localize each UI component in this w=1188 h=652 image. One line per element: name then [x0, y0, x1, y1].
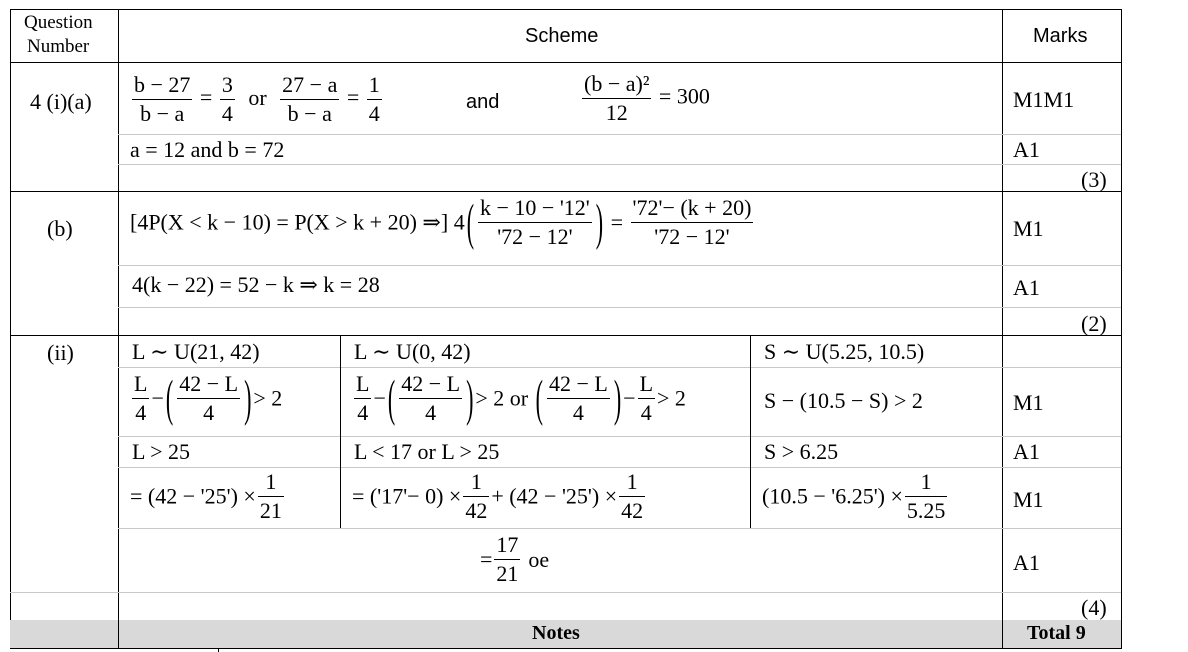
subtotal-4ia: (3): [1081, 167, 1107, 192]
row-divider: [118, 528, 1121, 529]
eq2-equals: =: [346, 84, 360, 110]
b-coeff: 4: [453, 209, 465, 235]
mark-ii-4: A1: [1013, 550, 1040, 575]
footer-divider: [118, 620, 119, 649]
line-b-1: [4P(X < k − 10) = P(X > k + 20) ⇒] 4( $\frac{k - 10 - '12'}{'72 - 12'}$ ) = $\frac{'72'- (k + 20)}{'72 - 12'}$: [130, 192, 752, 251]
eq1-denominator: b − a: [140, 101, 185, 127]
minus: −: [373, 385, 386, 411]
row-divider: [118, 467, 1121, 468]
header-question: Question: [24, 12, 93, 33]
equals: =: [480, 546, 493, 572]
ii-col-head-1: L ∼ U(21, 42): [132, 339, 260, 364]
row-divider: [118, 436, 1121, 437]
ineq-tail: > 2: [657, 385, 686, 411]
frac-num: 1: [258, 470, 284, 497]
b-bracket-expr: [4P(X < k − 10) = P(X > k + 20) ⇒]: [130, 209, 449, 235]
or-text: or: [248, 84, 267, 110]
ii-row1-c2: $\frac{L}{4}$ −( $\frac{42 - L}{4}$ )> 2 or ( $\frac{42 - L}{4}$ )− $\frac{L}{4}$ > 2: [356, 368, 686, 427]
eq3-rhs: = 300: [658, 83, 710, 109]
mark-b-1: M1: [1013, 216, 1044, 241]
ii-row1-c1: $\frac{L}{4}$ −( $\frac{42 - L}{4}$ )> 2: [134, 368, 283, 427]
ii-row4-result: [480, 533, 549, 586]
frac-num: 17: [494, 533, 520, 560]
eq1-rhs-num: 3: [220, 73, 235, 100]
b-frac-den: '72 − 12': [497, 224, 573, 250]
b-frac-num: k − 10 − '12': [478, 196, 592, 223]
expr-pre: = ('17'− 0) ×: [352, 483, 462, 509]
frac-den: 42: [621, 498, 644, 524]
line-a-result: a = 12 and b = 72: [130, 137, 285, 162]
row-divider: [118, 164, 1121, 165]
frac-num: L: [354, 372, 371, 399]
eq3-numerator: (b − a)²: [582, 72, 651, 99]
frac-den: 42: [465, 498, 488, 524]
ii-row3-c2: [352, 470, 647, 523]
frac-den: 4: [357, 400, 369, 426]
ii-row2-c3: S > 6.25: [764, 439, 839, 464]
frac-num: 1: [905, 470, 948, 497]
eq2-numerator: 27 − a: [280, 73, 339, 100]
subtotal-b: (2): [1081, 311, 1107, 336]
frac-num: 1: [463, 470, 489, 497]
frac-den: 4: [572, 400, 584, 426]
frac-den: 4: [425, 400, 437, 426]
qnum-b: (b): [47, 216, 73, 241]
marks-divider: [1002, 9, 1003, 649]
b-rhs-den: '72 − 12': [654, 224, 730, 250]
ineq-tail: > 2: [253, 385, 283, 411]
frac-den: 21: [496, 561, 519, 587]
frac-den: 21: [259, 498, 282, 524]
col-divider-1: [340, 336, 341, 528]
frac-num: L: [638, 372, 655, 399]
subtotal-ii: (4): [1081, 595, 1107, 620]
b-equals: =: [610, 209, 624, 235]
ii-row1-c3: S − (10.5 − S) > 2: [764, 388, 923, 413]
equation-1: [130, 73, 384, 126]
frac-den: 4: [640, 400, 652, 426]
ii-row2-c1: L > 25: [132, 439, 191, 464]
frac-den: 4: [203, 400, 215, 426]
mark-b-2: A1: [1013, 275, 1040, 300]
total-label: Total 9: [1027, 622, 1086, 644]
ii-col-head-2: L ∼ U(0, 42): [354, 339, 471, 364]
ii-col-head-3: S ∼ U(5.25, 10.5): [764, 339, 925, 364]
frac-den: 4: [135, 400, 147, 426]
row-divider: [118, 367, 1121, 368]
oe-text: oe: [528, 546, 550, 572]
ii-row3-c3: [762, 470, 949, 523]
mark-4ia-1: M1M1: [1013, 87, 1075, 112]
eq1-numerator: b − 27: [132, 73, 192, 100]
ii-row3-c1: [130, 470, 286, 523]
frac-num: 42 − L: [547, 372, 610, 399]
header-marks: Marks: [1033, 25, 1088, 47]
mark-ii-1: M1: [1013, 390, 1044, 415]
expr-mid: + (42 − '25') ×: [491, 483, 618, 509]
minus: −: [151, 385, 164, 411]
frac-num: 1: [619, 470, 645, 497]
line-b-2: 4(k − 22) = 52 − k ⇒ k = 28: [132, 272, 380, 297]
qnum-4ia: 4 (i)(a): [30, 89, 92, 114]
ineq-tail: > 2 or: [475, 385, 529, 411]
eq2-rhs-num: 1: [367, 73, 382, 100]
row-divider: [10, 592, 1121, 593]
frac-num: L: [132, 372, 149, 399]
b-rhs-num: '72'− (k + 20): [631, 196, 754, 223]
table-top-border: [10, 9, 1122, 10]
eq1-rhs-den: 4: [221, 101, 233, 127]
expr-pre: = (42 − '25') ×: [130, 483, 256, 509]
frac-den: 5.25: [906, 498, 946, 524]
row-divider: [118, 134, 1121, 135]
col-divider-2: [750, 336, 751, 528]
notes-label: Notes: [532, 622, 580, 644]
mark-ii-2: A1: [1013, 439, 1040, 464]
ii-row2-c2: L < 17 or L > 25: [354, 439, 500, 464]
and-text: and: [466, 91, 500, 113]
row-divider: [118, 307, 1121, 308]
eq2-rhs-den: 4: [368, 101, 380, 127]
qnum-ii: (ii): [47, 340, 74, 365]
footer-divider: [1002, 620, 1003, 649]
header-scheme: Scheme: [525, 25, 599, 47]
frac-num: 42 − L: [399, 372, 462, 399]
right-border: [1121, 9, 1122, 649]
frac-num: 42 − L: [177, 372, 240, 399]
left-border: [10, 9, 11, 649]
footer-bottom-border: [10, 648, 1122, 649]
part-b-bottom-border: [10, 335, 1122, 336]
header-number: Number: [27, 36, 90, 57]
row-divider: [118, 265, 1121, 266]
header-bottom-border: [10, 62, 1122, 63]
eq1-equals: =: [199, 84, 213, 110]
mark-ii-3: M1: [1013, 487, 1044, 512]
mark-4ia-2: A1: [1013, 137, 1040, 162]
equation-3: [580, 72, 710, 125]
qnum-divider: [118, 9, 119, 649]
eq3-denominator: 12: [605, 100, 628, 126]
eq2-denominator: b − a: [287, 101, 332, 127]
expr-pre: (10.5 − '6.25') ×: [762, 483, 903, 509]
minus: −: [623, 385, 636, 411]
part-a-bottom-border: [10, 191, 1122, 192]
